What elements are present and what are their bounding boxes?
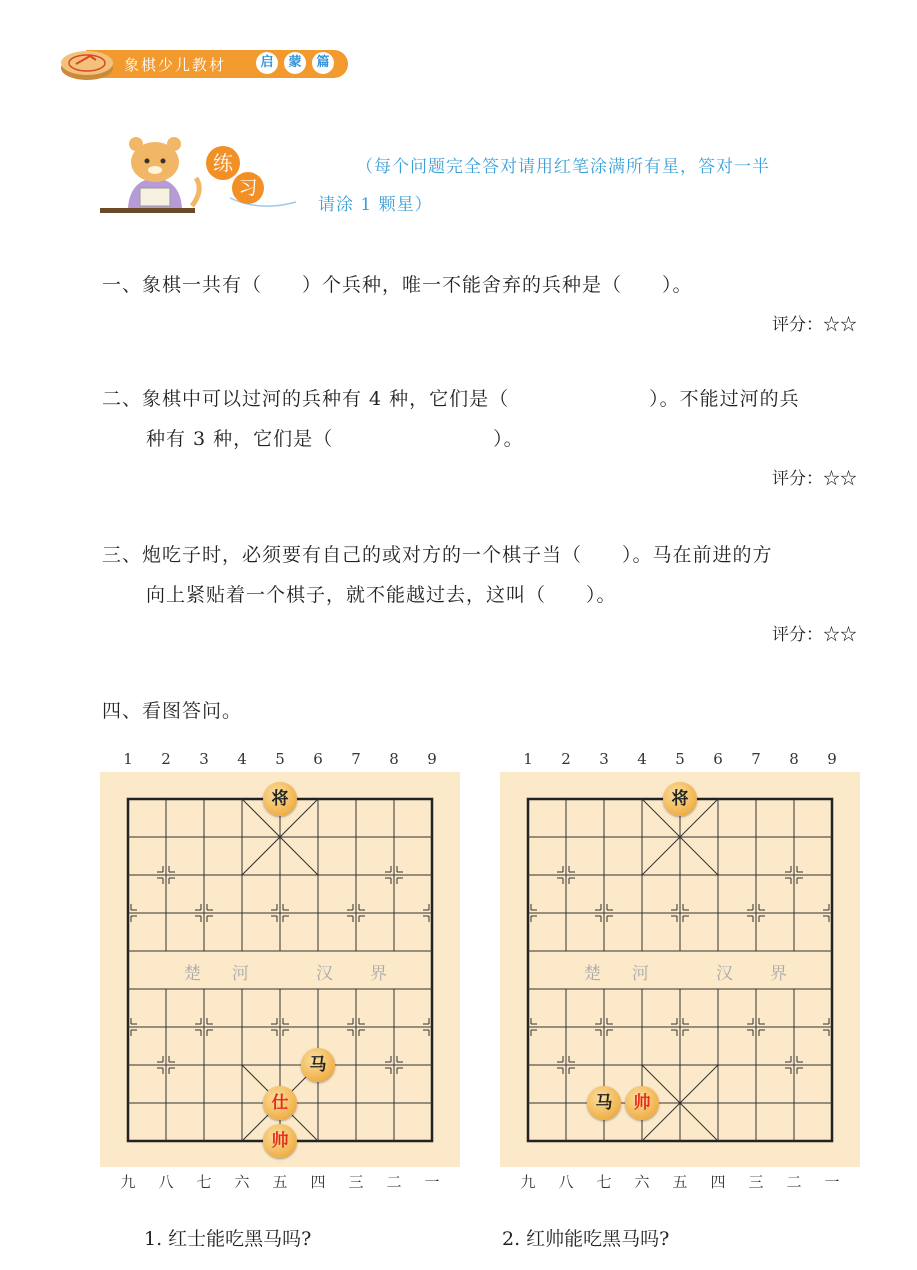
score-label: 评分： (772, 315, 823, 335)
board-grid (500, 772, 860, 1167)
practice-header (100, 128, 300, 218)
column-number-bottom: 六 (234, 1173, 250, 1191)
chess-board-1 (100, 772, 460, 1167)
question-2-score (772, 464, 857, 489)
river-label: 汉 (316, 964, 335, 984)
column-number-bottom: 二 (786, 1173, 802, 1191)
star-icons: ☆☆ (823, 469, 857, 489)
practice-badge-xi: 习 (232, 172, 264, 204)
column-number-bottom: 三 (348, 1173, 364, 1191)
river-label: 汉 (716, 964, 735, 984)
column-number-top: 9 (827, 750, 837, 768)
column-number-top: 8 (789, 750, 799, 768)
chess-board-2 (500, 772, 860, 1167)
board-1-caption: 1. 红士能吃黑马吗? (144, 1228, 312, 1250)
column-number-bottom: 五 (272, 1173, 288, 1191)
column-number-bottom: 九 (120, 1173, 136, 1191)
badge-pian: 篇 (312, 52, 334, 74)
score-label: 评分： (772, 469, 823, 489)
question-1-score (772, 310, 857, 335)
column-number-bottom: 八 (158, 1173, 174, 1191)
star-icons: ☆☆ (823, 315, 857, 335)
river-label: 楚 (584, 964, 603, 984)
section-4-title: 四、看图答问。 (102, 700, 243, 722)
header-banner (60, 44, 350, 82)
badge-meng: 蒙 (284, 52, 306, 74)
question-2-line2: 种有 3 种，它们是（ ）。 (146, 428, 524, 450)
column-number-top: 5 (275, 750, 285, 768)
chess-piece[interactable]: 将 (663, 782, 697, 816)
question-2-line1: 二、象棋中可以过河的兵种有 4 种，它们是（ ）。不能过河的兵 (102, 388, 800, 410)
river-label: 河 (232, 964, 251, 984)
river-label: 河 (632, 964, 651, 984)
question-3-line1: 三、炮吃子时，必须要有自己的或对方的一个棋子当（ ）。马在前进的方 (102, 544, 773, 566)
book-title: 象棋少儿教材 (124, 56, 227, 74)
question-1-text: 一、象棋一共有（ ）个兵种，唯一不能舍弃的兵种是（ ）。 (102, 274, 693, 296)
column-number-top: 4 (237, 750, 247, 768)
column-number-top: 4 (637, 750, 647, 768)
column-number-top: 9 (427, 750, 437, 768)
column-number-top: 5 (675, 750, 685, 768)
chess-piece[interactable]: 马 (301, 1048, 335, 1082)
column-number-bottom: 二 (386, 1173, 402, 1191)
column-number-top: 6 (713, 750, 723, 768)
star-icons: ☆☆ (823, 625, 857, 645)
column-number-top: 3 (599, 750, 609, 768)
river-label: 界 (770, 964, 789, 984)
chess-piece[interactable]: 仕 (263, 1086, 297, 1120)
column-number-top: 8 (389, 750, 399, 768)
column-number-top: 3 (199, 750, 209, 768)
score-label: 评分： (772, 625, 823, 645)
chess-piece[interactable]: 马 (587, 1086, 621, 1120)
column-number-top: 2 (161, 750, 171, 768)
column-number-top: 7 (351, 750, 361, 768)
column-number-bottom: 三 (748, 1173, 764, 1191)
badge-qi: 启 (256, 52, 278, 74)
practice-note-line2: 请涂 1 颗星） (318, 195, 433, 215)
column-number-bottom: 八 (558, 1173, 574, 1191)
tiger-mascot-icon (100, 128, 300, 218)
column-number-top: 1 (523, 750, 533, 768)
column-number-bottom: 七 (196, 1173, 212, 1191)
question-3-line2: 向上紧贴着一个棋子，就不能越过去，这叫（ ）。 (146, 584, 617, 606)
column-number-top: 2 (561, 750, 571, 768)
column-number-top: 6 (313, 750, 323, 768)
practice-badge-lian: 练 (206, 146, 240, 180)
column-number-bottom: 四 (310, 1173, 326, 1191)
column-number-bottom: 一 (824, 1173, 840, 1191)
column-number-top: 1 (123, 750, 133, 768)
column-number-bottom: 七 (596, 1173, 612, 1191)
river-label: 楚 (184, 964, 203, 984)
column-number-bottom: 四 (710, 1173, 726, 1191)
river-label: 界 (370, 964, 389, 984)
column-number-bottom: 五 (672, 1173, 688, 1191)
practice-note-line1: （每个问题完全答对请用红笔涂满所有星，答对一半 (356, 157, 770, 177)
chess-disc-icon (60, 44, 114, 82)
column-number-bottom: 六 (634, 1173, 650, 1191)
chess-piece[interactable]: 帅 (263, 1124, 297, 1158)
chess-piece[interactable]: 将 (263, 782, 297, 816)
question-3-score (772, 620, 857, 645)
board-2-caption: 2. 红帅能吃黑马吗? (502, 1228, 670, 1250)
chess-piece[interactable]: 帅 (625, 1086, 659, 1120)
column-number-bottom: 一 (424, 1173, 440, 1191)
column-number-bottom: 九 (520, 1173, 536, 1191)
column-number-top: 7 (751, 750, 761, 768)
